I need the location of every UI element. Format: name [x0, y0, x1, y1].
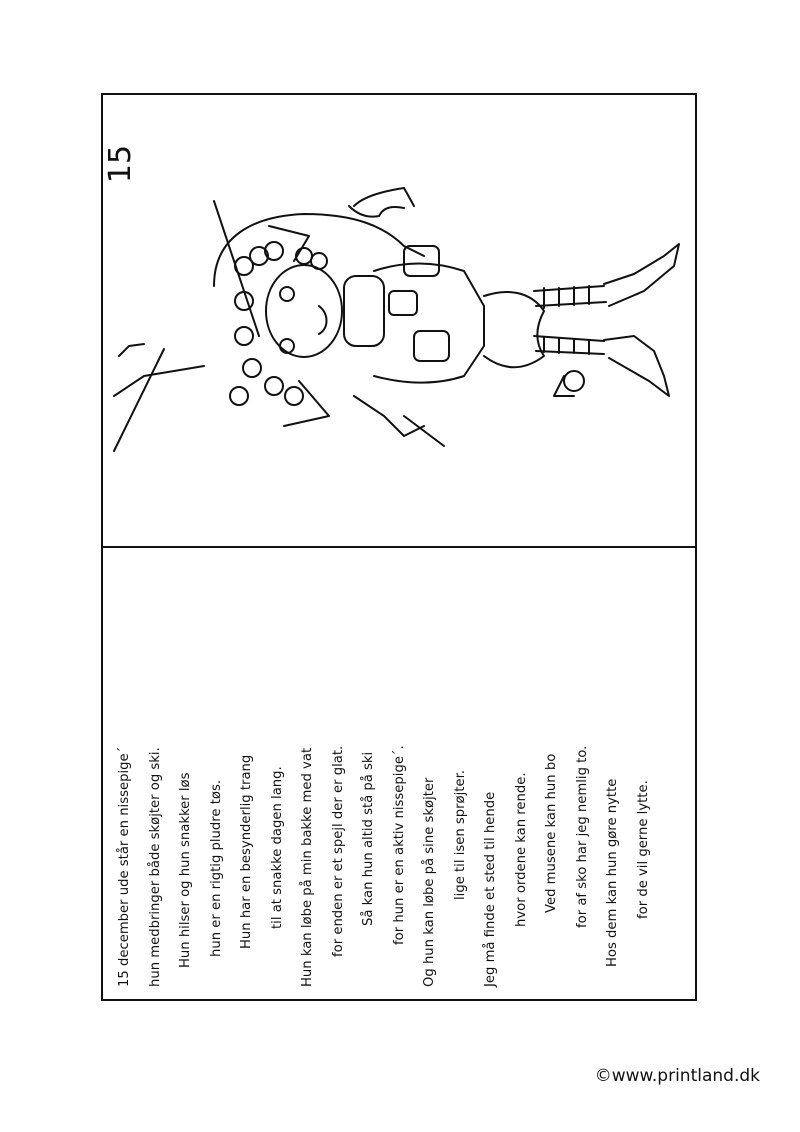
poem-line: Ved musene kan hun bo — [544, 753, 559, 913]
hat-tassel — [349, 206, 404, 217]
poem-line: Så kan hun altid stå på ski — [361, 751, 376, 926]
face — [266, 265, 342, 357]
poem-line: Hun har en besynderlig trang — [239, 754, 254, 949]
poem-line: lige til isen sprøjter. — [452, 770, 468, 900]
poem-line: Jeg må finde et sted til hende — [483, 791, 498, 987]
skate-upper — [404, 246, 439, 276]
flower — [564, 371, 584, 391]
poem-line: Hun kan løbe på min bakke med vat — [300, 747, 315, 987]
nissepige-illustration — [104, 96, 694, 544]
poem-line: Og hun kan løbe på sine skøjter — [422, 777, 437, 987]
poem — [110, 567, 651, 987]
ski-upper — [114, 349, 164, 451]
poem-container — [110, 567, 651, 987]
scarf-fringe — [404, 416, 444, 446]
poem-line: 15 december ude står en nissepige´ — [117, 746, 132, 987]
hat-top — [354, 188, 414, 206]
eye-right — [280, 339, 294, 353]
poem-line: for de vil gerne lytte. — [635, 780, 651, 919]
ski-lower — [114, 366, 204, 396]
mitten — [389, 291, 417, 315]
page-number: 15 — [103, 144, 138, 184]
scarf-end — [354, 396, 424, 436]
curly-hair — [230, 242, 327, 405]
poem-line: for enden er et spejl der er glat. — [330, 745, 346, 957]
poem-line: hvor ordene kan rende. — [513, 772, 529, 927]
boot-upper — [604, 244, 679, 306]
mouth — [319, 306, 327, 334]
ear-left — [269, 226, 309, 261]
poem-line: hun medbringer både skøjter og ski. — [147, 747, 163, 987]
striped-legs — [534, 286, 606, 354]
eye-left — [280, 287, 294, 301]
poem-line: hun er en rigtig pludre tøs. — [208, 779, 224, 957]
fold-divider — [101, 546, 697, 548]
poem-line: for hun er en aktiv nissepige´. — [391, 745, 407, 945]
skate-lower — [414, 331, 449, 361]
poem-line: Hos dem kan hun gøre nytte — [605, 778, 620, 967]
scarf — [344, 276, 384, 346]
copyright-footer: ©www.printland.dk — [594, 1066, 760, 1086]
poem-line: Hun hilser og hun snakker løs — [178, 772, 193, 968]
poem-line: for af sko har jeg nemlig to. — [574, 745, 590, 928]
poem-line: til at snakke dagen lang. — [269, 766, 285, 929]
torso — [374, 264, 484, 383]
boot-lower — [604, 336, 669, 396]
ski-tip-upper — [119, 344, 144, 356]
skirt — [484, 292, 544, 367]
